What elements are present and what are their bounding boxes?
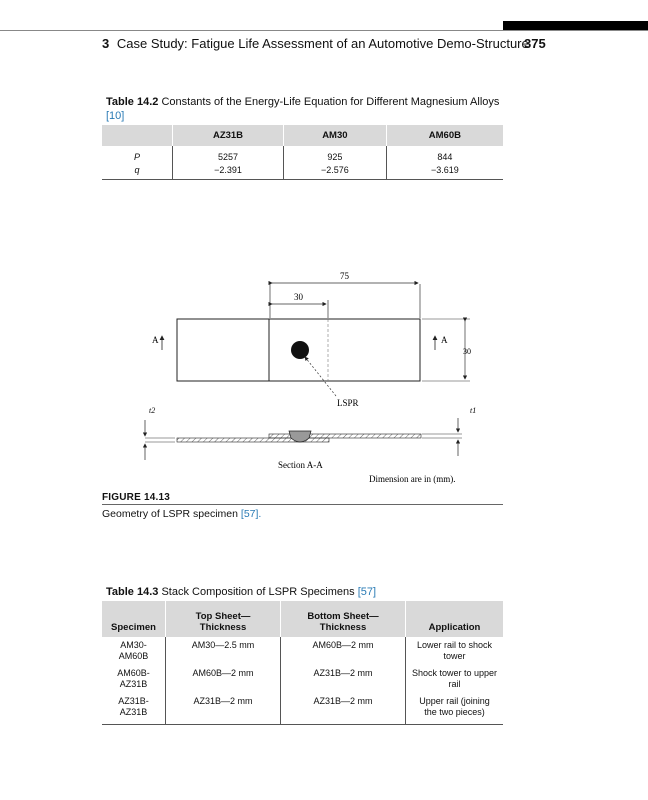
citation-link[interactable]: [10]	[106, 110, 125, 122]
table-14-3-caption	[106, 585, 376, 599]
page-number: 375	[524, 36, 546, 51]
section-label: Section A-A	[278, 460, 323, 470]
label-t2: t2	[149, 406, 156, 415]
table-14-2-caption	[106, 95, 506, 123]
running-head	[102, 36, 529, 51]
column-header: Application	[406, 601, 504, 637]
citation-link[interactable]: [57].	[240, 508, 262, 520]
column-header: AM60B	[386, 125, 503, 146]
table-cell: q	[102, 163, 173, 180]
table-cell: −3.619	[386, 163, 503, 180]
header-bar	[503, 21, 648, 30]
label-t1: t1	[470, 406, 477, 415]
table-label: Table 14.3	[106, 586, 159, 598]
table-cell: AM60B-AZ31B	[117, 668, 150, 689]
table-cell: 5257	[173, 146, 284, 163]
table-cell: AM60B—2 mm	[281, 637, 406, 665]
table-cell: −2.391	[173, 163, 284, 180]
table-row	[102, 693, 503, 725]
table-cell: AM30-AM60B	[118, 640, 149, 661]
figure-caption-text: Geometry of LSPR specimen	[102, 508, 238, 520]
table-cell: P	[133, 151, 140, 162]
figure-label: FIGURE 14.13	[102, 492, 170, 503]
column-header: AZ31B	[173, 125, 284, 146]
table-label: Table 14.2	[106, 96, 159, 108]
table-row	[102, 665, 503, 693]
table-cell: AM60B—2 mm	[166, 665, 281, 693]
column-header: Bottom Sheet— Thickness	[281, 601, 406, 637]
column-header: AM30	[284, 125, 387, 146]
table-cell: AZ31B—2 mm	[281, 665, 406, 693]
table-14-2	[102, 125, 503, 180]
section-marker-left: A	[152, 335, 159, 345]
table-row	[102, 637, 503, 665]
table-cell: Upper rail (joining the two pieces)	[406, 693, 504, 725]
chapter-number: 3	[102, 36, 110, 51]
units-note: Dimension are in (mm).	[369, 474, 456, 484]
running-title: Case Study: Fatigue Life Assessment of an Automotive Demo-Structure	[116, 36, 529, 51]
leader-line	[305, 357, 336, 396]
table-cell: 844	[386, 146, 503, 163]
figure-caption-rule	[102, 504, 503, 505]
table-caption-text: Constants of the Energy-Life Equation for Different Magnesium Alloys	[161, 96, 500, 108]
citation-link[interactable]: [57]	[357, 586, 377, 598]
top-sheet-section	[269, 434, 421, 438]
column-header: Top Sheet— Thickness	[166, 601, 281, 637]
dimension-75: 75	[340, 271, 349, 281]
table-cell: −2.576	[284, 163, 387, 180]
dimension-30-side: 30	[463, 347, 471, 356]
section-marker-right: A	[441, 335, 448, 345]
table-cell: AZ31B—2 mm	[166, 693, 281, 725]
header-rule	[0, 30, 648, 31]
table-row	[102, 146, 503, 163]
figure-caption	[102, 508, 261, 520]
lspr-rivet	[291, 341, 309, 359]
table-cell: AZ31B-AZ31B	[102, 693, 166, 725]
bottom-sheet-section	[177, 438, 329, 442]
table-cell: AZ31B—2 mm	[281, 693, 406, 725]
table-cell: AM30—2.5 mm	[166, 637, 281, 665]
rivet-section	[289, 431, 311, 442]
table-row	[102, 163, 503, 180]
label-lspr: LSPR	[337, 398, 359, 408]
table-cell: Shock tower to upper rail	[406, 665, 504, 693]
table-cell: 925	[284, 146, 387, 163]
table-cell: Lower rail to shock tower	[406, 637, 504, 665]
column-header: Specimen	[102, 601, 166, 637]
table-caption-text: Stack Composition of LSPR Specimens	[161, 586, 355, 598]
dimension-30-top: 30	[294, 292, 303, 302]
table-14-3	[102, 601, 503, 725]
column-header	[102, 125, 173, 146]
plate-outline	[177, 319, 420, 381]
